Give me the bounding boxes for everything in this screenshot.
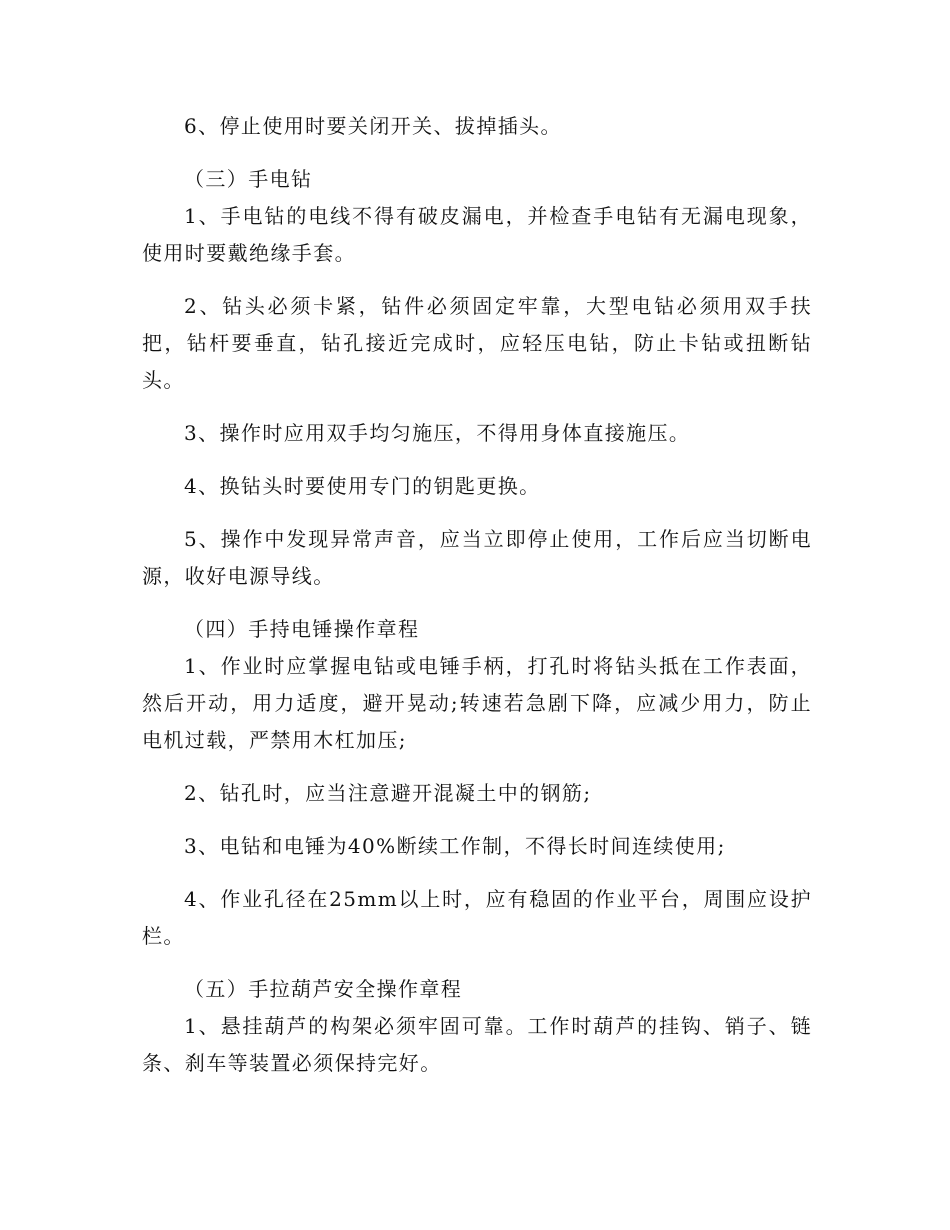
paragraph-drill-5: 5、操作中发现异常声音，应当立即停止使用，工作后应当切断电源，收好电源导线。 <box>142 527 812 588</box>
paragraph-drill-4: 4、换钻头时要使用专门的钥匙更换。 <box>184 474 541 498</box>
paragraph-drill-2: 2、钻头必须卡紧，钻件必须固定牢靠，大型电钻必须用双手扶把，钻杆要垂直，钻孔接近完成时，应轻压电钻，防止卡钻或扭断钻头。 <box>142 294 812 392</box>
paragraph-drill-3: 3、操作时应用双手均匀施压，不得用身体直接施压。 <box>184 421 691 445</box>
section-heading-chain-hoist: （五）手拉葫芦安全操作章程 <box>184 977 463 1001</box>
section-heading-electric-hammer: （四）手持电锤操作章程 <box>184 617 420 641</box>
paragraph-hoist-1: 1、悬挂葫芦的构架必须牢固可靠。工作时葫芦的挂钩、销子、链条、刹车等装置必须保持完好。 <box>142 1014 812 1075</box>
paragraph-drill-1: 1、手电钻的电线不得有破皮漏电，并检查手电钻有无漏电现象，使用时要戴绝缘手套。 <box>142 204 812 265</box>
paragraph-hammer-4: 4、作业孔径在25mm以上时，应有稳固的作业平台，周围应设护栏。 <box>142 887 812 948</box>
paragraph-stop-usage: 6、停止使用时要关闭开关、拔掉插头。 <box>184 114 562 138</box>
document-body <box>142 108 812 1082</box>
section-heading-hand-drill: （三）手电钻 <box>184 167 313 191</box>
paragraph-hammer-2: 2、钻孔时，应当注意避开混凝土中的钢筋; <box>184 781 592 805</box>
paragraph-hammer-3: 3、电钻和电锤为40%断续工作制，不得长时间连续使用; <box>184 834 726 858</box>
paragraph-hammer-1: 1、作业时应掌握电钻或电锤手柄，打孔时将钻头抵在工作表面，然后开动，用力适度，避开晃动;转速若急剧下降，应减少用力，防止电机过载，严禁用木杠加压; <box>142 654 812 752</box>
